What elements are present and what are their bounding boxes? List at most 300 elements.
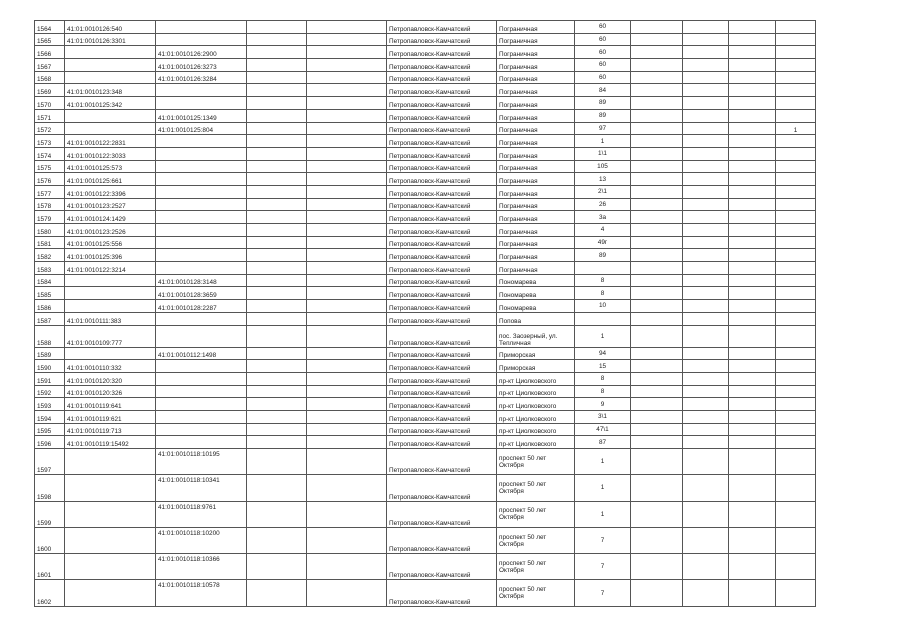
row-number-cell: 1564 — [35, 21, 65, 34]
empty-cell — [247, 173, 307, 186]
row-number-cell: 1602 — [35, 580, 65, 606]
house-number-cell: 1 — [575, 325, 631, 347]
table-row — [35, 59, 816, 72]
street-cell: Пограничная — [497, 21, 575, 34]
cadastral-number-cell — [65, 347, 156, 360]
street-cell: Пограничная — [497, 84, 575, 97]
city-cell: Петропавловск-Камчатский — [387, 580, 497, 606]
house-number-cell: 60 — [575, 71, 631, 84]
extra-value-cell — [776, 84, 816, 97]
house-number-cell: 8 — [575, 385, 631, 398]
row-number-cell: 1590 — [35, 360, 65, 373]
empty-cell — [247, 312, 307, 325]
city-cell: Петропавловск-Камчатский — [387, 236, 497, 249]
row-number-cell: 1583 — [35, 262, 65, 275]
street-cell: пр-кт Циолковского — [497, 385, 575, 398]
street-cell: Пограничная — [497, 224, 575, 237]
city-cell: Петропавловск-Камчатский — [387, 135, 497, 148]
empty-cell — [631, 554, 683, 580]
street-cell: Пограничная — [497, 33, 575, 46]
empty-cell — [307, 436, 387, 449]
empty-cell — [631, 449, 683, 475]
city-cell: Петропавловск-Камчатский — [387, 84, 497, 97]
table-row — [35, 185, 816, 198]
empty-cell — [631, 160, 683, 173]
extra-value-cell — [776, 300, 816, 313]
row-number-cell: 1589 — [35, 347, 65, 360]
city-cell: Петропавловск-Камчатский — [387, 211, 497, 224]
table-row — [35, 347, 816, 360]
extra-value-cell — [776, 287, 816, 300]
empty-cell — [247, 398, 307, 411]
house-number-cell: 1 — [575, 475, 631, 501]
row-number-cell: 1573 — [35, 135, 65, 148]
street-cell: Приморская — [497, 347, 575, 360]
house-number-cell: 1 — [575, 449, 631, 475]
empty-cell — [729, 185, 776, 198]
table-body — [35, 21, 816, 607]
empty-cell — [247, 274, 307, 287]
cadastral-number-cell: 41:01:0010124:1429 — [65, 211, 156, 224]
empty-cell — [247, 236, 307, 249]
city-cell: Петропавловск-Камчатский — [387, 554, 497, 580]
parent-cadastral-number-cell — [156, 224, 247, 237]
street-cell: пр-кт Циолковского — [497, 423, 575, 436]
empty-cell — [683, 436, 729, 449]
table-row — [35, 160, 816, 173]
cadastral-number-cell: 41:01:0010119:621 — [65, 410, 156, 423]
extra-value-cell — [776, 185, 816, 198]
extra-value-cell — [776, 198, 816, 211]
row-number-cell: 1570 — [35, 97, 65, 110]
empty-cell — [683, 274, 729, 287]
table-row — [35, 385, 816, 398]
empty-cell — [307, 46, 387, 59]
house-number-cell: 60 — [575, 21, 631, 34]
city-cell: Петропавловск-Камчатский — [387, 33, 497, 46]
empty-cell — [631, 360, 683, 373]
house-number-cell: 7 — [575, 554, 631, 580]
empty-cell — [307, 109, 387, 122]
parent-cadastral-number-cell — [156, 185, 247, 198]
table-row — [35, 236, 816, 249]
empty-cell — [683, 325, 729, 347]
extra-value-cell — [776, 160, 816, 173]
city-cell: Петропавловск-Камчатский — [387, 274, 497, 287]
cadastral-number-cell: 41:01:0010123:2526 — [65, 224, 156, 237]
empty-cell — [631, 325, 683, 347]
row-number-cell: 1569 — [35, 84, 65, 97]
parent-cadastral-number-cell — [156, 198, 247, 211]
city-cell: Петропавловск-Камчатский — [387, 325, 497, 347]
parent-cadastral-number-cell — [156, 97, 247, 110]
extra-value-cell — [776, 385, 816, 398]
street-cell: Пограничная — [497, 97, 575, 110]
city-cell: Петропавловск-Камчатский — [387, 360, 497, 373]
table-row — [35, 97, 816, 110]
empty-cell — [683, 109, 729, 122]
empty-cell — [683, 312, 729, 325]
city-cell: Петропавловск-Камчатский — [387, 185, 497, 198]
empty-cell — [247, 224, 307, 237]
house-number-cell: 84 — [575, 84, 631, 97]
extra-value-cell — [776, 325, 816, 347]
cadastral-number-cell: 41:01:0010109:777 — [65, 325, 156, 347]
table-row — [35, 46, 816, 59]
empty-cell — [683, 360, 729, 373]
row-number-cell: 1567 — [35, 59, 65, 72]
empty-cell — [631, 236, 683, 249]
empty-cell — [631, 274, 683, 287]
empty-cell — [247, 21, 307, 34]
empty-cell — [729, 262, 776, 275]
cadastral-number-cell: 41:01:0010119:713 — [65, 423, 156, 436]
street-cell: проспект 50 лет Октября — [497, 554, 575, 580]
table-row — [35, 360, 816, 373]
street-cell: Пономарева — [497, 274, 575, 287]
empty-cell — [683, 71, 729, 84]
street-cell: проспект 50 лет Октября — [497, 580, 575, 606]
empty-cell — [683, 84, 729, 97]
empty-cell — [631, 173, 683, 186]
empty-cell — [683, 135, 729, 148]
row-number-cell: 1582 — [35, 249, 65, 262]
extra-value-cell — [776, 97, 816, 110]
cadastral-number-cell — [65, 475, 156, 501]
cadastral-number-cell: 41:01:0010110:332 — [65, 360, 156, 373]
empty-cell — [247, 33, 307, 46]
empty-cell — [307, 398, 387, 411]
parent-cadastral-number-cell: 41:01:0010126:2900 — [156, 46, 247, 59]
empty-cell — [683, 160, 729, 173]
empty-cell — [307, 59, 387, 72]
parent-cadastral-number-cell — [156, 325, 247, 347]
empty-cell — [247, 501, 307, 527]
street-cell: проспект 50 лет Октября — [497, 501, 575, 527]
cadastral-number-cell — [65, 449, 156, 475]
parent-cadastral-number-cell — [156, 372, 247, 385]
table-row — [35, 449, 816, 475]
table-row — [35, 21, 816, 34]
house-number-cell: 89 — [575, 97, 631, 110]
empty-cell — [631, 312, 683, 325]
cadastral-number-cell — [65, 300, 156, 313]
table-row — [35, 249, 816, 262]
empty-cell — [729, 224, 776, 237]
table-row — [35, 300, 816, 313]
city-cell: Петропавловск-Камчатский — [387, 475, 497, 501]
extra-value-cell — [776, 109, 816, 122]
empty-cell — [631, 59, 683, 72]
cadastral-number-cell: 41:01:0010122:3396 — [65, 185, 156, 198]
empty-cell — [247, 122, 307, 135]
street-cell: Пограничная — [497, 160, 575, 173]
cadastral-number-cell: 41:01:0010125:556 — [65, 236, 156, 249]
empty-cell — [631, 185, 683, 198]
table-row — [35, 147, 816, 160]
city-cell: Петропавловск-Камчатский — [387, 122, 497, 135]
street-cell: проспект 50 лет Октября — [497, 449, 575, 475]
street-cell: Пограничная — [497, 249, 575, 262]
empty-cell — [631, 33, 683, 46]
row-number-cell: 1568 — [35, 71, 65, 84]
empty-cell — [729, 21, 776, 34]
house-number-cell: 60 — [575, 33, 631, 46]
empty-cell — [247, 475, 307, 501]
empty-cell — [631, 475, 683, 501]
street-cell: Пограничная — [497, 147, 575, 160]
row-number-cell: 1581 — [35, 236, 65, 249]
parent-cadastral-number-cell — [156, 410, 247, 423]
empty-cell — [631, 71, 683, 84]
street-cell: проспект 50 лет Октября — [497, 527, 575, 553]
empty-cell — [729, 71, 776, 84]
empty-cell — [631, 527, 683, 553]
house-number-cell: 1 — [575, 501, 631, 527]
empty-cell — [631, 21, 683, 34]
cadastral-number-cell: 41:01:0010125:661 — [65, 173, 156, 186]
empty-cell — [307, 554, 387, 580]
city-cell: Петропавловск-Камчатский — [387, 312, 497, 325]
empty-cell — [307, 122, 387, 135]
extra-value-cell — [776, 475, 816, 501]
extra-value-cell — [776, 501, 816, 527]
empty-cell — [247, 262, 307, 275]
house-number-cell: 3\1 — [575, 410, 631, 423]
empty-cell — [683, 97, 729, 110]
empty-cell — [729, 147, 776, 160]
house-number-cell: 8 — [575, 372, 631, 385]
empty-cell — [729, 423, 776, 436]
empty-cell — [307, 360, 387, 373]
house-number-cell: 15 — [575, 360, 631, 373]
house-number-cell: 26 — [575, 198, 631, 211]
cadastral-number-cell: 41:01:0010122:3214 — [65, 262, 156, 275]
extra-value-cell — [776, 147, 816, 160]
cadastral-number-cell — [65, 527, 156, 553]
parent-cadastral-number-cell — [156, 312, 247, 325]
row-number-cell: 1597 — [35, 449, 65, 475]
empty-cell — [307, 325, 387, 347]
row-number-cell: 1600 — [35, 527, 65, 553]
row-number-cell: 1592 — [35, 385, 65, 398]
empty-cell — [307, 385, 387, 398]
house-number-cell: 89 — [575, 249, 631, 262]
city-cell: Петропавловск-Камчатский — [387, 46, 497, 59]
empty-cell — [683, 262, 729, 275]
empty-cell — [307, 71, 387, 84]
row-number-cell: 1576 — [35, 173, 65, 186]
empty-cell — [683, 211, 729, 224]
city-cell: Петропавловск-Камчатский — [387, 501, 497, 527]
table-row — [35, 398, 816, 411]
city-cell: Петропавловск-Камчатский — [387, 71, 497, 84]
empty-cell — [631, 436, 683, 449]
parent-cadastral-number-cell — [156, 423, 247, 436]
empty-cell — [247, 46, 307, 59]
street-cell: Пограничная — [497, 262, 575, 275]
cadastral-number-cell: 41:01:0010123:348 — [65, 84, 156, 97]
empty-cell — [683, 236, 729, 249]
city-cell: Петропавловск-Камчатский — [387, 160, 497, 173]
extra-value-cell — [776, 360, 816, 373]
empty-cell — [631, 300, 683, 313]
cadastral-number-cell: 41:01:0010119:15492 — [65, 436, 156, 449]
empty-cell — [307, 21, 387, 34]
empty-cell — [307, 185, 387, 198]
street-cell: Пограничная — [497, 211, 575, 224]
house-number-cell: 105 — [575, 160, 631, 173]
cadastral-number-cell: 41:01:0010125:396 — [65, 249, 156, 262]
empty-cell — [307, 33, 387, 46]
extra-value-cell — [776, 71, 816, 84]
empty-cell — [307, 312, 387, 325]
empty-cell — [683, 423, 729, 436]
extra-value-cell — [776, 262, 816, 275]
parent-cadastral-number-cell: 41:01:0010125:804 — [156, 122, 247, 135]
cadastral-number-cell — [65, 274, 156, 287]
empty-cell — [247, 211, 307, 224]
table-row — [35, 287, 816, 300]
extra-value-cell — [776, 236, 816, 249]
parent-cadastral-number-cell: 41:01:0010118:10341 — [156, 475, 247, 501]
empty-cell — [683, 21, 729, 34]
empty-cell — [247, 287, 307, 300]
city-cell: Петропавловск-Камчатский — [387, 372, 497, 385]
table-row — [35, 475, 816, 501]
empty-cell — [683, 554, 729, 580]
house-number-cell: 60 — [575, 59, 631, 72]
parent-cadastral-number-cell — [156, 173, 247, 186]
empty-cell — [683, 46, 729, 59]
street-cell: Пограничная — [497, 109, 575, 122]
empty-cell — [683, 185, 729, 198]
row-number-cell: 1599 — [35, 501, 65, 527]
empty-cell — [683, 173, 729, 186]
empty-cell — [307, 410, 387, 423]
street-cell: проспект 50 лет Октября — [497, 475, 575, 501]
empty-cell — [247, 135, 307, 148]
street-cell: Пограничная — [497, 173, 575, 186]
street-cell: Пограничная — [497, 185, 575, 198]
empty-cell — [307, 527, 387, 553]
parent-cadastral-number-cell: 41:01:0010128:3148 — [156, 274, 247, 287]
house-number-cell: 1\1 — [575, 147, 631, 160]
parent-cadastral-number-cell — [156, 211, 247, 224]
empty-cell — [729, 410, 776, 423]
empty-cell — [683, 527, 729, 553]
street-cell: пос. Заозерный, ул. Тепличная — [497, 325, 575, 347]
city-cell: Петропавловск-Камчатский — [387, 398, 497, 411]
table-row — [35, 135, 816, 148]
house-number-cell: 47\1 — [575, 423, 631, 436]
empty-cell — [683, 580, 729, 606]
empty-cell — [683, 59, 729, 72]
empty-cell — [729, 109, 776, 122]
street-cell: Пограничная — [497, 135, 575, 148]
house-number-cell: 7 — [575, 527, 631, 553]
cadastral-number-cell: 41:01:0010122:3033 — [65, 147, 156, 160]
empty-cell — [631, 347, 683, 360]
house-number-cell: 60 — [575, 46, 631, 59]
empty-cell — [247, 109, 307, 122]
row-number-cell: 1593 — [35, 398, 65, 411]
cadastral-number-cell: 41:01:0010126:3301 — [65, 33, 156, 46]
empty-cell — [307, 501, 387, 527]
extra-value-cell — [776, 398, 816, 411]
empty-cell — [631, 224, 683, 237]
extra-value-cell — [776, 449, 816, 475]
empty-cell — [729, 160, 776, 173]
empty-cell — [247, 436, 307, 449]
parent-cadastral-number-cell: 41:01:0010118:10200 — [156, 527, 247, 553]
extra-value-cell — [776, 372, 816, 385]
empty-cell — [729, 527, 776, 553]
empty-cell — [247, 527, 307, 553]
empty-cell — [307, 236, 387, 249]
table-row — [35, 211, 816, 224]
empty-cell — [729, 312, 776, 325]
empty-cell — [683, 385, 729, 398]
cadastral-number-cell: 41:01:0010125:342 — [65, 97, 156, 110]
row-number-cell: 1575 — [35, 160, 65, 173]
parent-cadastral-number-cell: 41:01:0010128:3659 — [156, 287, 247, 300]
empty-cell — [247, 59, 307, 72]
cadastral-number-cell — [65, 501, 156, 527]
house-number-cell: 87 — [575, 436, 631, 449]
empty-cell — [729, 501, 776, 527]
empty-cell — [307, 160, 387, 173]
table-row — [35, 501, 816, 527]
house-number-cell: 97 — [575, 122, 631, 135]
empty-cell — [729, 97, 776, 110]
empty-cell — [307, 97, 387, 110]
table-row — [35, 527, 816, 553]
table-row — [35, 436, 816, 449]
extra-value-cell — [776, 211, 816, 224]
city-cell: Петропавловск-Камчатский — [387, 287, 497, 300]
cadastral-number-cell — [65, 122, 156, 135]
extra-value-cell — [776, 554, 816, 580]
house-number-cell: 7 — [575, 580, 631, 606]
table-row — [35, 224, 816, 237]
empty-cell — [729, 300, 776, 313]
parent-cadastral-number-cell: 41:01:0010118:10578 — [156, 580, 247, 606]
empty-cell — [729, 249, 776, 262]
city-cell: Петропавловск-Камчатский — [387, 347, 497, 360]
empty-cell — [247, 147, 307, 160]
extra-value-cell — [776, 249, 816, 262]
empty-cell — [247, 449, 307, 475]
cadastral-number-cell: 41:01:0010120:320 — [65, 372, 156, 385]
empty-cell — [683, 224, 729, 237]
spreadsheet-page — [34, 20, 816, 607]
empty-cell — [247, 360, 307, 373]
street-cell: Пономарева — [497, 287, 575, 300]
extra-value-cell — [776, 21, 816, 34]
house-number-cell — [575, 312, 631, 325]
empty-cell — [683, 122, 729, 135]
empty-cell — [247, 185, 307, 198]
empty-cell — [683, 300, 729, 313]
empty-cell — [729, 372, 776, 385]
extra-value-cell — [776, 436, 816, 449]
street-cell: Пономарева — [497, 300, 575, 313]
empty-cell — [247, 385, 307, 398]
parent-cadastral-number-cell — [156, 262, 247, 275]
city-cell: Петропавловск-Камчатский — [387, 410, 497, 423]
city-cell: Петропавловск-Камчатский — [387, 436, 497, 449]
